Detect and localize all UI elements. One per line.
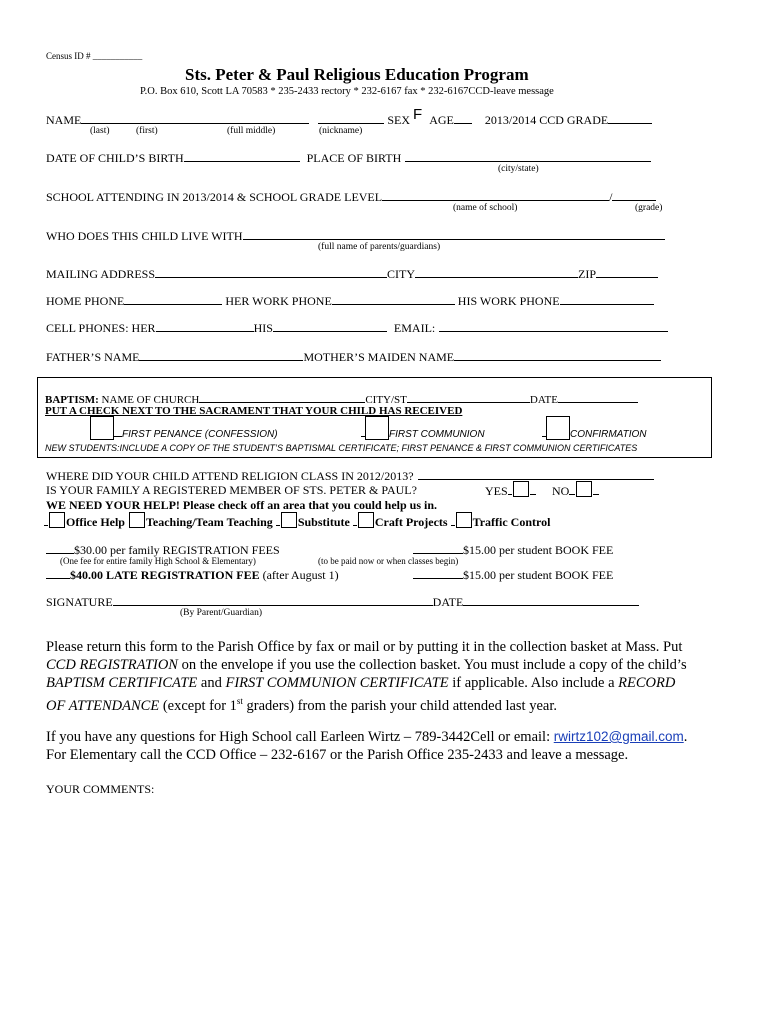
penance-line	[114, 425, 122, 437]
lives-with-label: WHO DOES THIS CHILD LIVE WITH	[46, 229, 243, 243]
book-fee-label-1: $15.00 per student BOOK FEE	[463, 543, 614, 557]
no-label: NO	[552, 484, 570, 498]
substitute-label: Substitute	[297, 515, 350, 529]
substitute-checkbox[interactable]	[281, 512, 297, 528]
attendance-text: OF ATTENDANCE	[46, 697, 160, 714]
teaching-label: Teaching/Team Teaching	[145, 515, 273, 529]
confirmation-checkbox[interactable]	[546, 416, 570, 440]
late-fee-note: (after August 1)	[259, 568, 339, 582]
baptism-date-field[interactable]	[558, 391, 638, 403]
instructions-and: and	[197, 675, 226, 691]
dob-label: DATE OF CHILD’S BIRTH	[46, 151, 184, 165]
church-field[interactable]	[199, 391, 365, 403]
cell-her-label: CELL PHONES: HER	[46, 321, 156, 335]
lives-with-field[interactable]	[243, 228, 665, 240]
cell-his-label: HIS	[253, 321, 273, 335]
ccd-grade-label: 2013/2014 CCD GRADE	[484, 113, 609, 127]
reg-fee-field[interactable]	[46, 542, 74, 554]
help-options	[44, 512, 550, 530]
baptism-label: BAPTISM:	[45, 394, 99, 406]
name-label: NAME	[46, 113, 82, 127]
instructions-line-4	[46, 692, 557, 715]
no-checkbox[interactable]	[576, 481, 592, 497]
sex-label: SEX	[387, 113, 411, 127]
help-line-4	[353, 514, 357, 526]
craft-label: Craft Projects	[374, 515, 448, 529]
fee-note-left: (One fee for entire family High School & Elementary)	[60, 556, 256, 566]
member-no	[552, 481, 599, 499]
sub-parent-guardian: (By Parent/Guardian)	[180, 608, 263, 618]
email-link[interactable]: rwirtz102@gmail.com	[553, 729, 684, 744]
email-field[interactable]	[439, 320, 668, 332]
instructions-line-2	[46, 656, 687, 674]
father-field[interactable]	[139, 349, 303, 361]
book-fee-label-2: $15.00 per student BOOK FEE	[463, 568, 614, 582]
school-slash: /	[609, 190, 613, 204]
sub-grade: (grade)	[635, 203, 663, 213]
census-id-label: Census ID # ___________	[46, 51, 143, 61]
name-field[interactable]	[81, 112, 309, 124]
craft-checkbox[interactable]	[358, 512, 374, 528]
signature-date-field[interactable]	[463, 594, 639, 606]
cell-her-field[interactable]	[156, 320, 254, 332]
late-fee-label: $40.00 LATE REGISTRATION FEE	[70, 568, 260, 582]
sub-middle: (full middle)	[227, 126, 276, 136]
new-students-note: NEW STUDENTS:INCLUDE A COPY OF THE STUDENT’S BAPTISMAL CERTIFICATE; FIRST PENANCE & FIRST COMMUNION CERTIFICATES	[45, 443, 638, 453]
communion-cert-text: FIRST COMMUNION CERTIFICATE	[225, 675, 449, 691]
mother-label: MOTHER’S MAIDEN NAME	[303, 350, 455, 364]
penance-row	[90, 416, 278, 440]
office-help-checkbox[interactable]	[49, 512, 65, 528]
father-label: FATHER’S NAME	[46, 350, 140, 364]
member-yes	[485, 481, 536, 499]
school-field[interactable]	[382, 189, 609, 201]
sub-nickname: (nickname)	[319, 126, 363, 136]
his-work-label: HIS WORK PHONE	[457, 294, 560, 308]
ccd-registration-text: CCD REGISTRATION	[46, 657, 178, 673]
zip-field[interactable]	[596, 266, 658, 278]
baptism-city-label: CITY/ST	[365, 394, 407, 406]
baptism-city-field[interactable]	[407, 391, 530, 403]
penance-checkbox[interactable]	[90, 416, 114, 440]
nickname-field[interactable]	[318, 112, 384, 124]
dob-field[interactable]	[184, 150, 300, 162]
school-grade-field[interactable]	[612, 189, 656, 201]
contact-info: P.O. Box 610, Scott LA 70583 * 235-2433 rectory * 232-6167 fax * 232-6167CCD-leave message	[140, 86, 554, 97]
yes-label: YES	[485, 484, 508, 498]
help-line-3	[276, 514, 280, 526]
cell-his-field[interactable]	[273, 320, 387, 332]
help-line-1	[44, 514, 48, 526]
sub-city-state: (city/state)	[498, 164, 539, 174]
mother-field[interactable]	[454, 349, 661, 361]
office-help-label: Office Help	[66, 515, 125, 529]
no-line	[569, 483, 575, 495]
member-question: IS YOUR FAMILY A REGISTERED MEMBER OF STS. PETER & PAUL?	[46, 483, 417, 497]
birth-row	[46, 150, 651, 166]
yes-line-2	[530, 483, 536, 495]
school-label: SCHOOL ATTENDING IN 2013/2014 & SCHOOL GRADE LEVEL	[46, 190, 383, 204]
signature-date-label: DATE	[432, 595, 464, 609]
phone-row	[46, 293, 654, 309]
penance-label: FIRST PENANCE (CONFESSION)	[122, 429, 278, 440]
signature-field[interactable]	[113, 594, 433, 606]
his-work-field[interactable]	[560, 293, 654, 305]
cell-row	[46, 320, 668, 336]
member-row	[46, 483, 417, 498]
page-title: Sts. Peter & Paul Religious Education Program	[185, 65, 529, 84]
her-work-label: HER WORK PHONE	[225, 294, 332, 308]
sex-value[interactable]: F	[413, 106, 423, 123]
no-line-2	[593, 483, 599, 495]
late-fee-field[interactable]	[46, 567, 70, 579]
instructions-line-3	[46, 674, 675, 692]
age-label: AGE	[429, 113, 454, 127]
signature-row	[46, 594, 639, 610]
reg-fee-label: $30.00 per family REGISTRATION FEES	[74, 543, 280, 557]
religion-class-field[interactable]	[418, 468, 654, 480]
religion-class-label: WHERE DID YOUR CHILD ATTEND RELIGION CLASS IN 2012/2013?	[46, 469, 414, 483]
yes-line	[508, 483, 512, 495]
mailing-field[interactable]	[155, 266, 387, 278]
yes-checkbox[interactable]	[513, 481, 529, 497]
baptism-row	[45, 391, 638, 406]
traffic-label: Traffic Control	[472, 515, 551, 529]
birthplace-label: PLACE OF BIRTH	[306, 151, 402, 165]
help-line-5	[451, 514, 455, 526]
high-school-contact: If you have any questions for High School call Earleen Wirtz – 789-3442Cell or email:	[46, 729, 554, 745]
instructions-line-3-rest: if applicable. Also include a	[448, 675, 619, 691]
instructions-line-1: Please return this form to the Parish Office by fax or mail or by putting it in the collection basket at Mass. Put	[46, 639, 683, 655]
book-fee-field-1[interactable]	[413, 542, 463, 554]
teaching-checkbox[interactable]	[129, 512, 145, 528]
traffic-checkbox[interactable]	[456, 512, 472, 528]
instructions-line-2-rest: on the envelope if you use the collection basket. You must include a copy of the child’s	[177, 657, 687, 673]
sub-parents: (full name of parents/guardians)	[318, 242, 441, 252]
parents-row	[46, 349, 661, 365]
sub-first: (first)	[136, 126, 158, 136]
sacrament-instruction: PUT A CHECK NEXT TO THE SACRAMENT THAT YOUR CHILD HAS RECEIVED	[45, 405, 463, 417]
sub-last: (last)	[90, 126, 110, 136]
city-label: CITY	[387, 267, 416, 281]
fee-note-right: (to be paid now or when classes begin)	[318, 556, 459, 566]
instructions-except: (except for 1	[159, 697, 237, 714]
city-field[interactable]	[415, 266, 578, 278]
email-label: EMAIL:	[393, 321, 436, 335]
comments-label: YOUR COMMENTS:	[46, 782, 155, 796]
church-label: NAME OF CHURCH	[101, 394, 200, 406]
communion-row	[361, 416, 485, 440]
record-text: RECORD	[618, 675, 676, 691]
ccd-grade-field[interactable]	[608, 112, 652, 124]
late-fee-row	[46, 567, 339, 583]
sub-school-name: (name of school)	[453, 203, 518, 213]
contact-line-2: For Elementary call the CCD Office – 232-6167 or the Parish Office 235-2433 and leave a message.	[46, 747, 629, 763]
signature-label: SIGNATURE	[46, 595, 113, 609]
home-phone-field[interactable]	[124, 293, 222, 305]
home-phone-label: HOME PHONE	[46, 294, 125, 308]
help-heading: WE NEED YOUR HELP! Please check off an area that you could help us in.	[46, 498, 438, 512]
confirmation-row	[542, 416, 646, 440]
communion-label: FIRST COMMUNION	[389, 429, 485, 440]
school-row	[46, 189, 656, 205]
contact-line-1	[46, 728, 687, 746]
confirmation-label: CONFIRMATION	[570, 429, 647, 440]
communion-checkbox[interactable]	[365, 416, 389, 440]
book-fee-row-2	[413, 567, 613, 583]
birthplace-field[interactable]	[405, 150, 651, 162]
instructions-line-4-rest: graders) from the parish your child attended last year.	[242, 697, 557, 714]
address-row	[46, 266, 658, 282]
age-field[interactable]	[454, 112, 472, 124]
her-work-field[interactable]	[332, 293, 455, 305]
book-fee-field-2[interactable]	[413, 567, 463, 579]
baptism-date-label: DATE	[529, 394, 558, 406]
mailing-label: MAILING ADDRESS	[46, 267, 156, 281]
ordinal-sup: st	[236, 696, 243, 706]
zip-label: ZIP	[578, 267, 597, 281]
email-period: .	[683, 729, 688, 745]
baptism-cert-text: BAPTISM CERTIFICATE	[46, 675, 198, 691]
